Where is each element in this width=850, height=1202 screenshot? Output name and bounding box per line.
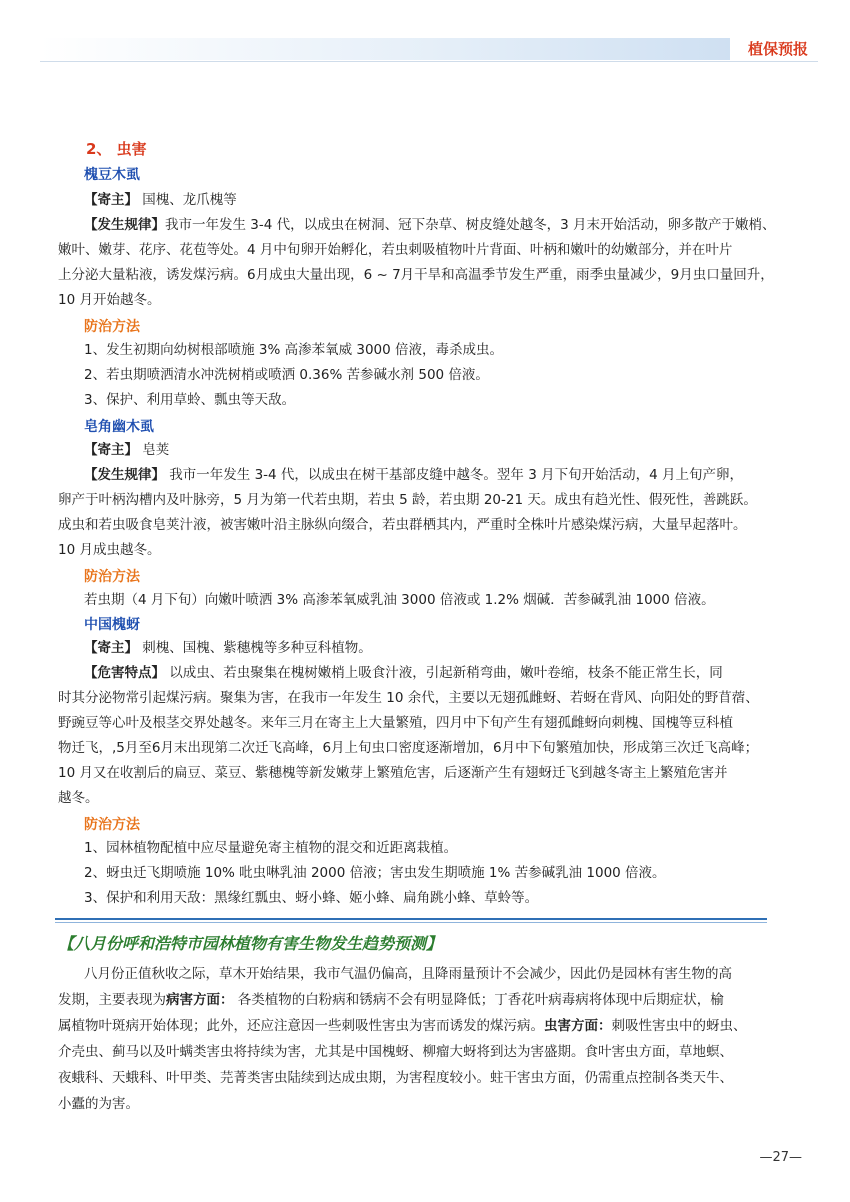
header-title: 植保预报	[747, 40, 808, 58]
pest1-host: 国槐、龙爪槐等	[142, 192, 237, 208]
disease-label: 病害方面：	[166, 992, 234, 1008]
pest3-method-title: 防治方法	[84, 817, 140, 833]
pest3-name: 中国槐蚜	[84, 617, 140, 633]
pest3-method-3: 3、保护和利用天敌：黑缘红瓢虫、蚜小蜂、姬小蜂、扁角跳小蜂、草蛉等。	[84, 890, 539, 906]
pest3-host-label: 【寄主】	[84, 640, 138, 656]
pest3-harm-line-2: 时其分泌物常引起煤污病。聚集为害，在我市一年发生 10 余代，主要以无翅孤雌蚜、若蚜在背风、向阳处的野苜蓿、	[58, 690, 759, 706]
pest1-host-label: 【寄主】	[84, 192, 138, 208]
pest1-name: 槐豆木虱	[84, 167, 140, 183]
pest1-method-title: 防治方法	[84, 319, 140, 335]
pest3-method-2: 2、蚜虫迁飞期喷施 10% 吡虫啉乳油 2000 倍液；害虫发生期喷施 1% 苦参碱乳油 1000 倍液。	[84, 865, 666, 881]
pest2-rule-line-1: 【发生规律】 我市一年发生 3-4 代，以成虫在树干基部皮缝中越冬。翌年 3 月下旬开始活动，4 月上旬产卵，	[84, 467, 743, 483]
pest2-rule-line-3: 成虫和若虫吸食皂荚汁液，被害嫩叶沿主脉纵向缀合，若虫群栖其内，严重时全株叶片感染煤污病，大量早起落叶。	[58, 517, 747, 533]
pest2-rule-line-4: 10 月成虫越冬。	[58, 542, 161, 558]
forecast-line-1: 八月份正值秋收之际，草木开始结果，我市气温仍偏高，且降雨量预计不会减少，因此仍是园林有害生物的高	[84, 966, 732, 982]
page-number: —27—	[759, 1150, 802, 1165]
pest1-method-3: 3、保护、利用草蛉、瓢虫等天敌。	[84, 392, 296, 408]
pest3-harm-line-3: 野豌豆等心叶及根茎交界处越冬。来年三月在寄主上大量繁殖，四月中下旬产生有翅孤雌蚜向刺槐、国槐等豆科植	[58, 715, 733, 731]
pest1-method-1: 1、发生初期向幼树根部喷施 3% 高渗苯氧威 3000 倍液，毒杀成虫。	[84, 342, 504, 358]
section-heading: 2、 虫害	[86, 140, 147, 158]
forecast-line-6: 小蠹的为害。	[58, 1096, 139, 1112]
pest1-host-line	[84, 191, 237, 209]
forecast-line-2: 发期，主要表现为病害方面： 各类植物的白粉病和锈病不会有明显降低；丁香花叶病毒病将体现中后期症状，榆	[58, 992, 724, 1008]
pest-label: 虫害方面：	[544, 1018, 612, 1034]
pest2-host-label: 【寄主】	[84, 442, 138, 458]
pest1-rule-line-1: 【发生规律】我市一年发生 3-4 代，以成虫在树洞、冠下杂草、树皮缝处越冬，3 月末开始活动，卵多散产于嫩梢、	[84, 217, 776, 233]
pest2-host-line	[84, 441, 169, 459]
section-divider-top	[55, 918, 767, 920]
pest3-harm-line-6: 越冬。	[58, 790, 99, 806]
pest2-rule-line-2: 卵产于叶柄沟槽内及叶脉旁，5 月为第一代若虫期，若虫 5 龄，若虫期 20-21 天。成虫有趋光性、假死性，善跳跃。	[58, 492, 757, 508]
pest3-host-line	[84, 639, 372, 657]
pest1-rule-label: 【发生规律】	[84, 217, 165, 233]
pest2-method-title: 防治方法	[84, 569, 140, 585]
pest1-rule-line-2: 嫩叶、嫩芽、花序、花苞等处。4 月中旬卵开始孵化，若虫刺吸植物叶片背面、叶柄和嫩叶的幼嫩部分，并在叶片	[58, 242, 733, 258]
pest3-harm-line-1: 【危害特点】 以成虫、若虫聚集在槐树嫩梢上吸食汁液，引起新稍弯曲，嫩叶卷缩，枝条不能正常生长，同	[84, 665, 723, 681]
pest3-host: 刺槐、国槐、紫穗槐等多种豆科植物。	[142, 640, 372, 656]
forecast-line-4: 介壳虫、蓟马以及叶螨类害虫将持续为害，尤其是中国槐蚜、柳瘤大蚜将到达为害盛期。食叶害虫方面，草地螟、	[58, 1044, 733, 1060]
forecast-line-3: 属植物叶斑病开始体现；此外，还应注意因一些刺吸性害虫为害而诱发的煤污病。虫害方面：刺吸性害虫中的蚜虫、	[58, 1018, 747, 1034]
pest2-rule-label: 【发生规律】	[84, 467, 165, 483]
pest3-harm-label: 【危害特点】	[84, 665, 165, 681]
pest1-method-2: 2、若虫期喷洒清水冲洗树梢或喷洒 0.36% 苦参碱水剂 500 倍液。	[84, 367, 489, 383]
pest2-host: 皂荚	[142, 442, 170, 458]
forecast-title: 【八月份呼和浩特市园林植物有害生物发生趋势预测】	[58, 934, 443, 953]
pest1-rule-line-4: 10 月开始越冬。	[58, 292, 161, 308]
pest2-name: 皂角幽木虱	[84, 419, 154, 435]
section-divider-bottom	[55, 922, 767, 923]
pest1-rule-line-3: 上分泌大量粘液，诱发煤污病。6月成虫大量出现，6 ~ 7月干旱和高温季节发生严重，雨季虫量减少，9月虫口量回升，	[58, 267, 774, 283]
pest3-harm-line-4: 物迁飞，,5月至6月末出现第二次迁飞高峰，6月上旬虫口密度逐渐增加，6月中下旬繁殖加快，形成第三次迁飞高峰；	[58, 740, 759, 756]
pest3-harm-line-5: 10 月又在收割后的扁豆、菜豆、紫穗槐等新发嫩芽上繁殖危害，后逐渐产生有翅蚜迁飞到越冬寄主上繁殖危害并	[58, 765, 728, 781]
pest2-method: 若虫期（4 月下旬）向嫩叶喷洒 3% 高渗苯氧威乳油 3000 倍液或 1.2% 烟碱．苦参碱乳油 1000 倍液。	[84, 592, 715, 608]
pest3-method-1: 1、园林植物配植中应尽量避免寄主植物的混交和近距离栽植。	[84, 840, 458, 856]
forecast-line-5: 夜蛾科、天蛾科、叶甲类、芫菁类害虫陆续到达成虫期，为害程度较小。蛀干害虫方面，仍需重点控制各类天牛、	[58, 1070, 733, 1086]
